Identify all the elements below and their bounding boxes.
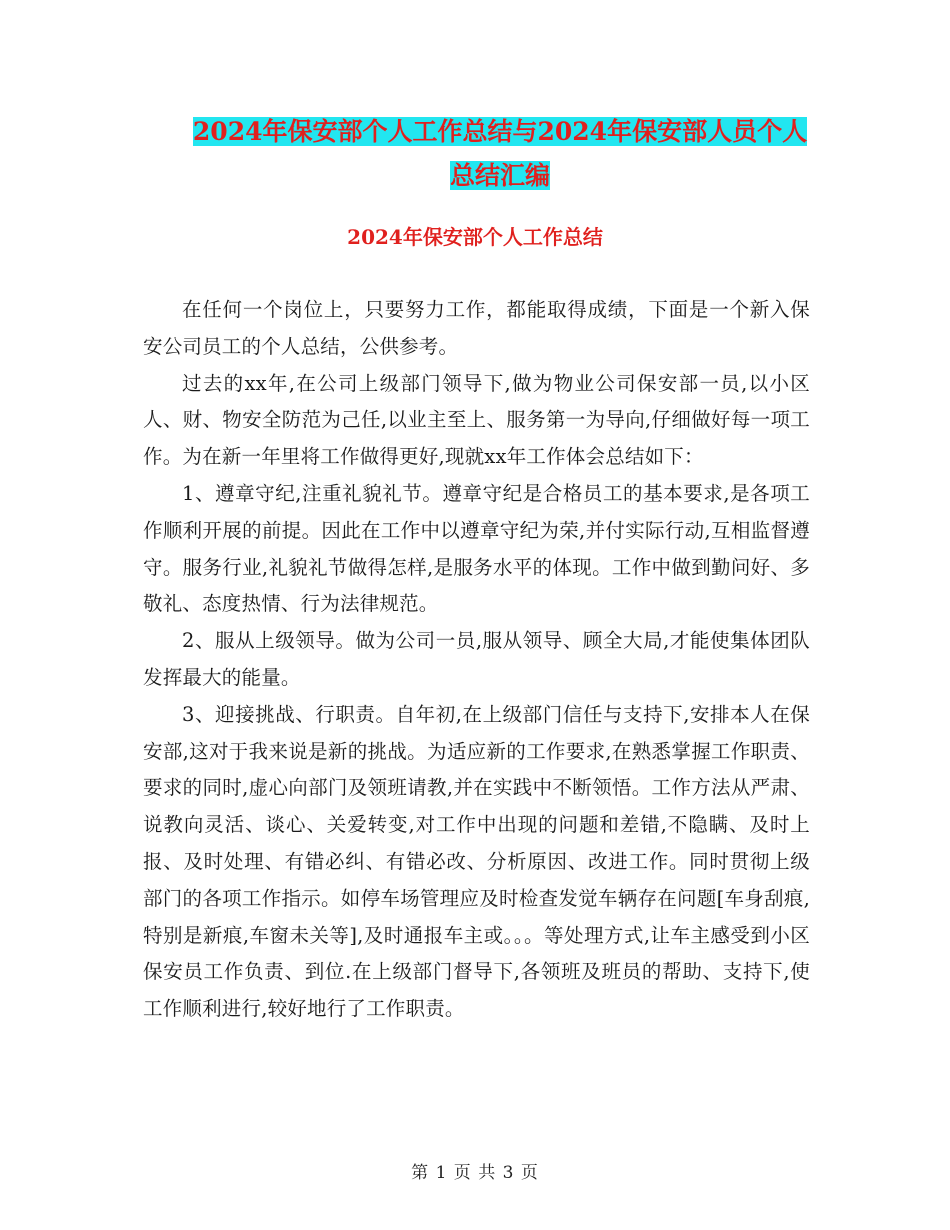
paragraph-item-3: 3、迎接挑战、行职责。自年初,在上级部门信任与支持下,安排本人在保安部,这对于我来说是新的挑战。为适应新的工作要求,在熟悉掌握工作职责、要求的同时,虚心向部门及领班请教,并在实践中不断领悟。工作方法从严肃、说教向灵活、谈心、关爱转变,对工作中出现的问题和差错,不隐瞒、及时上报、及时处理、有错必纠、有错必改、分析原因、改进工作。同时贯彻上级部门的各项工作指示。如停车场管理应及时检查发觉车辆存在问题[车身刮痕,特别是新痕,车窗未关等],及时通报车主或。。。等处理方式,让车主感受到小区保安员工作负责、到位.在上级部门督导下,各领班及班员的帮助、支持下,使工作顺利进行,较好地行了工作职责。 <box>143 702 810 1021</box>
document-title <box>140 110 860 198</box>
document-body <box>143 292 810 1028</box>
section-title: 2024年保安部个人工作总结 <box>347 225 603 249</box>
page-number-footer: 第 1 页 共 3 页 <box>411 1163 539 1183</box>
title-line-2: 总结汇编 <box>449 161 550 190</box>
paragraph-overview: 过去的xx年,在公司上级部门领导下,做为物业公司保安部一员,以小区人、财、物安全防范为己任,以业主至上、服务第一为导向,仔细做好每一项工作。为在新一年里将工作做得更好,现就xx年工作体会总结如下： <box>143 371 810 469</box>
paragraph-intro: 在任何一个岗位上，只要努力工作，都能取得成绩，下面是一个新入保安公司员工的个人总结，公供参考。 <box>143 298 810 358</box>
title-line-1: 2024年保安部个人工作总结与2024年保安部人员个人 <box>192 117 808 146</box>
paragraph-item-1: 1、遵章守纪,注重礼貌礼节。遵章守纪是合格员工的基本要求,是各项工作顺利开展的前提。因此在工作中以遵章守纪为荣,并付实际行动,互相监督遵守。服务行业,礼貌礼节做得怎样,是服务水平的体现。工作中做到勤问好、多敬礼、态度热情、行为法律规范。 <box>143 481 810 616</box>
paragraph-item-2: 2、服从上级领导。做为公司一员,服从领导、顾全大局,才能使集体团队发挥最大的能量。 <box>143 629 810 689</box>
